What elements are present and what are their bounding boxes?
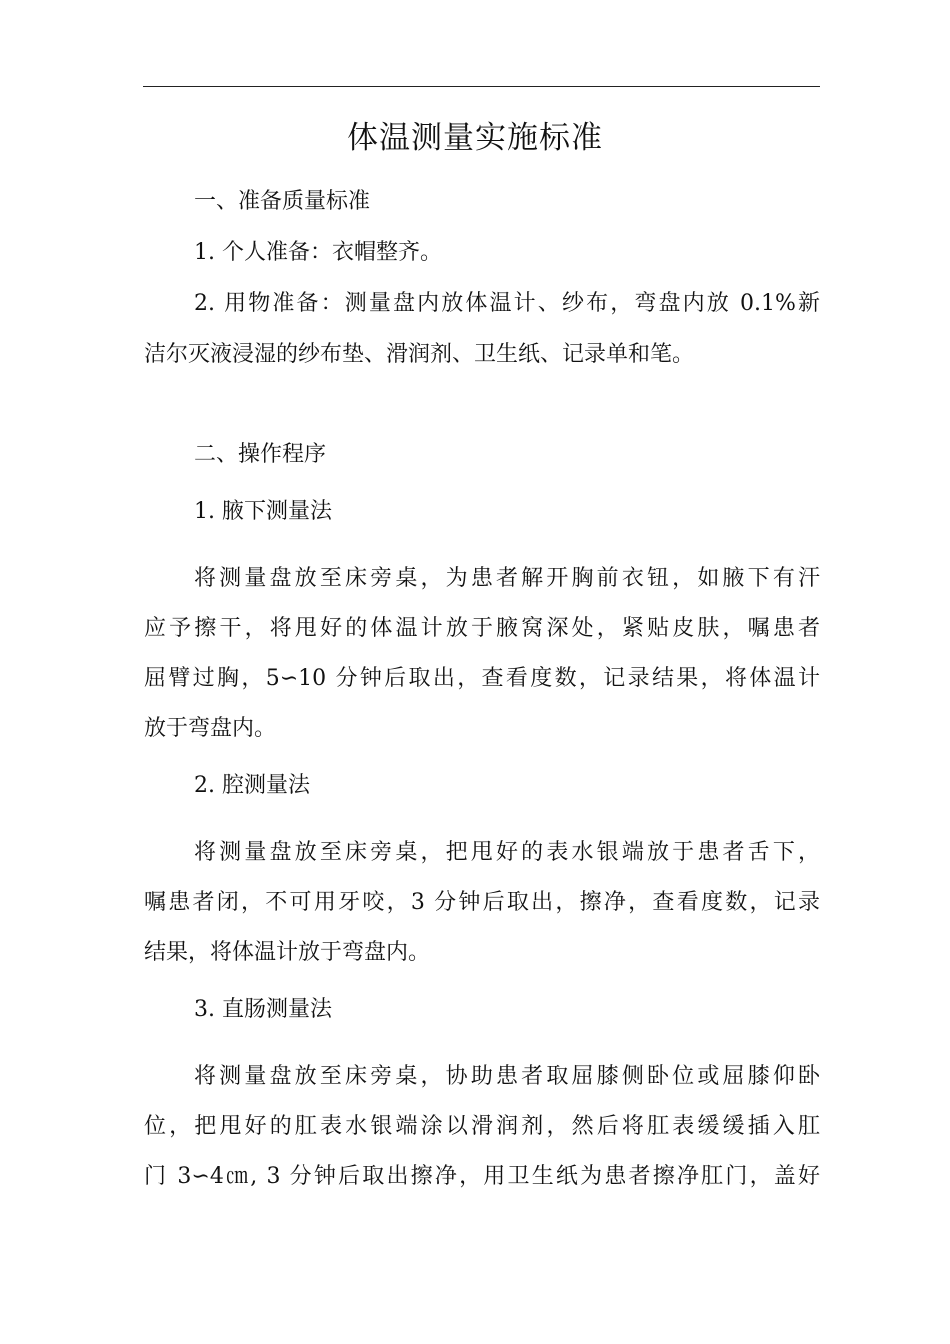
section-heading-preparation: 一、准备质量标准 [194, 189, 371, 214]
paragraph-line: 洁尔灭液浸湿的纱布垫、滑润剂、卫生纸、记录单和笔。 [144, 342, 695, 367]
paragraph-line: 将测量盘放至床旁桌，把甩好的表水银端放于患者舌下， [194, 840, 820, 865]
subheading-oral-method: 2. 腔测量法 [194, 773, 310, 798]
section-heading-procedure: 二、操作程序 [194, 442, 327, 467]
document-title: 体温测量实施标准 [347, 120, 603, 156]
paragraph-line: 放于弯盘内。 [144, 716, 277, 741]
paragraph-line: 屈臂过胸，5∽10 分钟后取出，查看度数，记录结果，将体温计 [144, 666, 820, 691]
subheading-axillary-method: 1. 腋下测量法 [194, 499, 332, 524]
paragraph-line: 应予擦干，将甩好的体温计放于腋窝深处，紧贴皮肤，嘱患者 [144, 616, 820, 641]
paragraph-line: 位，把甩好的肛表水银端涂以滑润剂，然后将肛表缓缓插入肛 [144, 1114, 820, 1139]
paragraph-line: 门 3∽4㎝, 3 分钟后取出擦净，用卫生纸为患者擦净肛门，盖好 [144, 1164, 820, 1189]
paragraph-line: 结果，将体温计放于弯盘内。 [144, 940, 431, 965]
header-rule [143, 86, 820, 87]
paragraph-line: 嘱患者闭，不可用牙咬，3 分钟后取出，擦净，查看度数，记录 [144, 890, 820, 915]
paragraph-line: 将测量盘放至床旁桌，协助患者取屈膝侧卧位或屈膝仰卧 [194, 1064, 820, 1089]
subheading-rectal-method: 3. 直肠测量法 [194, 997, 332, 1022]
list-item-personal-preparation: 1. 个人准备：衣帽整齐。 [194, 240, 442, 265]
paragraph-line: 将测量盘放至床旁桌，为患者解开胸前衣钮，如腋下有汗 [194, 566, 820, 591]
list-item-supplies-preparation: 2. 用物准备：测量盘内放体温计、纱布，弯盘内放 0.1%新 [194, 291, 820, 316]
